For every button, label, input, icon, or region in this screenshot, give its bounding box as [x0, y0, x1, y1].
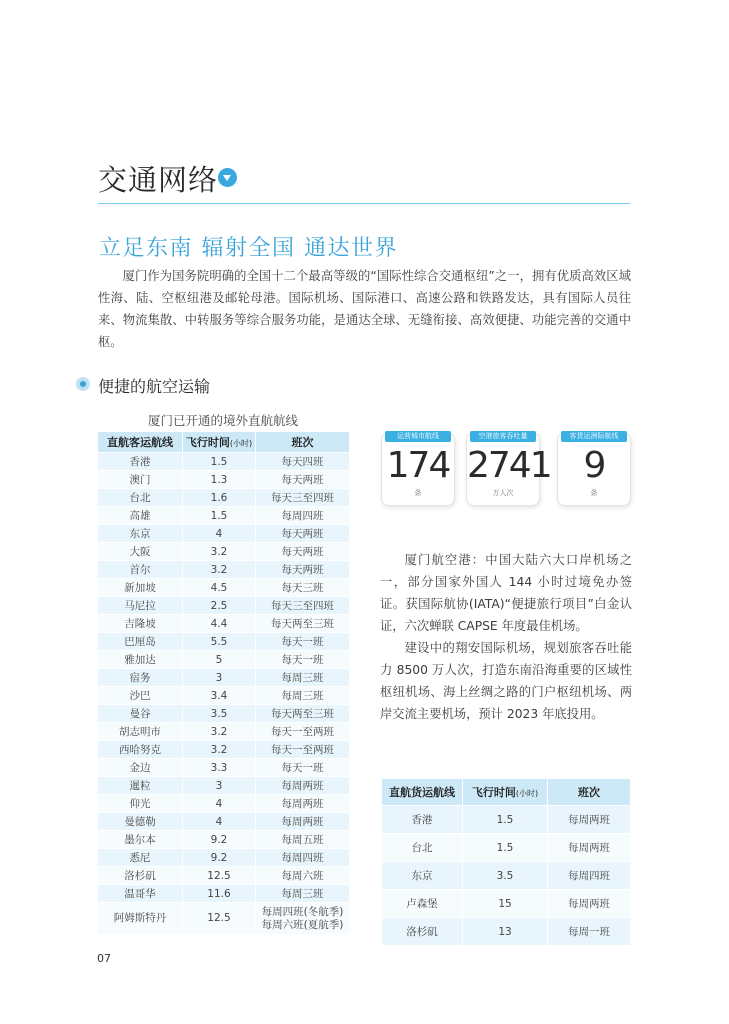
table-row: [98, 579, 349, 596]
route-cell: 吉隆坡: [98, 615, 182, 632]
frequency-cell: 每天一班: [256, 759, 349, 776]
route-cell: 悉尼: [98, 849, 182, 866]
table-header-row: [382, 779, 630, 805]
stat-unit: 万人次: [492, 489, 514, 497]
table-row: [98, 489, 349, 506]
time-cell: 3.2: [183, 561, 255, 578]
frequency-cell: 每天一班: [256, 633, 349, 650]
table-row: [98, 867, 349, 884]
table-row: [98, 795, 349, 812]
table-row: [98, 525, 349, 542]
table-row: [98, 903, 349, 934]
time-cell: 4: [183, 795, 255, 812]
route-cell: 东京: [98, 525, 182, 542]
stat-unit: 条: [590, 489, 598, 497]
time-cell: 13: [463, 918, 547, 945]
section-title: 便捷的航空运输: [98, 377, 211, 396]
table-row: [98, 669, 349, 686]
table-row: [382, 918, 630, 945]
frequency-cell: 每周四班: [256, 849, 349, 866]
table-row: [382, 834, 630, 861]
frequency-cell: 每周两班: [548, 890, 630, 917]
frequency-cell: [256, 903, 349, 934]
frequency-line: 每周四班(冬航季): [261, 905, 344, 918]
stat-value: 9: [583, 445, 605, 486]
time-cell: 3.5: [183, 705, 255, 722]
table-row: [98, 687, 349, 704]
time-cell: 3.4: [183, 687, 255, 704]
header-route: 直航货运航线: [382, 779, 462, 805]
table-row: [98, 759, 349, 776]
table-row: [98, 741, 349, 758]
route-cell: 高雄: [98, 507, 182, 524]
time-cell: 3: [183, 777, 255, 794]
time-cell: 3.3: [183, 759, 255, 776]
table-row: [98, 885, 349, 902]
frequency-cell: 每天两至三班: [256, 705, 349, 722]
frequency-cell: 每天一班: [256, 651, 349, 668]
airport-paragraph-2: 建设中的翔安国际机场，规划旅客吞吐能力 8500 万人次，打造东南沿海重要的区域性枢纽机场、海上丝绸之路的门户枢纽机场、两岸交流主要机场，预计 2023 年底投用。: [380, 641, 632, 721]
route-cell: 阿姆斯特丹: [98, 903, 182, 934]
table-row: [98, 651, 349, 668]
route-cell: 新加坡: [98, 579, 182, 596]
time-cell: 3: [183, 669, 255, 686]
stat-label: 空港旅客吞吐量: [470, 431, 536, 442]
table-row: [98, 507, 349, 524]
stat-label: 客货运洲际航线: [561, 431, 627, 442]
time-cell: 1.5: [463, 806, 547, 833]
table-row: [98, 471, 349, 488]
frequency-cell: 每天三至四班: [256, 489, 349, 506]
time-cell: 1.6: [183, 489, 255, 506]
table-row: [98, 813, 349, 830]
table-row: [382, 862, 630, 889]
time-cell: 1.3: [183, 471, 255, 488]
route-cell: 洛杉矶: [98, 867, 182, 884]
frequency-cell: 每周两班: [548, 806, 630, 833]
route-cell: 西哈努克: [98, 741, 182, 758]
frequency-cell: 每周五班: [256, 831, 349, 848]
route-cell: 台北: [382, 834, 462, 861]
table-row: [98, 453, 349, 470]
frequency-cell: 每周四班: [548, 862, 630, 889]
route-cell: 马尼拉: [98, 597, 182, 614]
time-cell: 1.5: [183, 453, 255, 470]
header-frequency: 班次: [548, 779, 630, 805]
route-cell: 宿务: [98, 669, 182, 686]
route-cell: 香港: [98, 453, 182, 470]
stat-label: 运营城市航线: [385, 431, 451, 442]
stat-card-intercontinental: [557, 432, 631, 506]
page-title: 交通网络: [98, 163, 219, 197]
table-row: [98, 723, 349, 740]
table-header-row: [98, 432, 349, 452]
table-row: [382, 890, 630, 917]
table-row: [98, 597, 349, 614]
table-row: [98, 705, 349, 722]
route-cell: 澳门: [98, 471, 182, 488]
header-frequency: 班次: [256, 432, 349, 452]
route-cell: 洛杉矶: [382, 918, 462, 945]
frequency-cell: 每天两班: [256, 561, 349, 578]
frequency-cell: 每周两班: [256, 795, 349, 812]
time-cell: 1.5: [463, 834, 547, 861]
table-row: [98, 543, 349, 560]
frequency-cell: 每周两班: [256, 813, 349, 830]
frequency-cell: 每周四班: [256, 507, 349, 524]
header-route: 直航客运航线: [98, 432, 182, 452]
stat-unit: 条: [414, 489, 422, 497]
route-cell: 温哥华: [98, 885, 182, 902]
frequency-cell: 每天两班: [256, 543, 349, 560]
route-cell: 巴厘岛: [98, 633, 182, 650]
frequency-cell: 每周一班: [548, 918, 630, 945]
time-cell: 11.6: [183, 885, 255, 902]
route-cell: 曼德勒: [98, 813, 182, 830]
time-cell: 4: [183, 813, 255, 830]
frequency-cell: 每天四班: [256, 453, 349, 470]
route-cell: 墨尔本: [98, 831, 182, 848]
route-cell: 金边: [98, 759, 182, 776]
chevron-down-icon: [218, 168, 237, 187]
frequency-cell: 每周两班: [548, 834, 630, 861]
table-row: [98, 831, 349, 848]
time-cell: 15: [463, 890, 547, 917]
table-row: [98, 615, 349, 632]
table-row: [98, 849, 349, 866]
time-cell: 12.5: [183, 903, 255, 934]
frequency-cell: 每天一至两班: [256, 741, 349, 758]
table-row: [98, 561, 349, 578]
frequency-cell: 每周两班: [256, 777, 349, 794]
route-cell: 卢森堡: [382, 890, 462, 917]
time-cell: 3.5: [463, 862, 547, 889]
frequency-cell: 每周六班: [256, 867, 349, 884]
table-row: [382, 806, 630, 833]
frequency-cell: 每天三至四班: [256, 597, 349, 614]
table-caption: 厦门已开通的境外直航航线: [148, 413, 299, 428]
stat-value: 2741: [467, 445, 551, 486]
frequency-cell: 每天两班: [256, 525, 349, 542]
route-cell: 东京: [382, 862, 462, 889]
header-time: 飞行时间(小时): [463, 779, 547, 805]
airport-paragraph-1: 厦门航空港：中国大陆六大口岸机场之一，部分国家外国人 144 小时过境免办签证。获国际航协(IATA)“便捷旅行项目”白金认证，六次蝉联 CAPSE 年度最佳机场。: [380, 553, 632, 633]
frequency-cell: 每周三班: [256, 687, 349, 704]
frequency-cell: 每天三班: [256, 579, 349, 596]
title-divider: [98, 203, 630, 204]
stat-card-passengers: [466, 432, 551, 506]
frequency-cell: 每天两班: [256, 471, 349, 488]
time-cell: 3.2: [183, 723, 255, 740]
time-cell: 4.4: [183, 615, 255, 632]
passenger-routes-table: [97, 431, 350, 935]
route-cell: 雅加达: [98, 651, 182, 668]
route-cell: 沙巴: [98, 687, 182, 704]
frequency-cell: 每天一至两班: [256, 723, 349, 740]
frequency-cell: 每周三班: [256, 669, 349, 686]
time-cell: 4: [183, 525, 255, 542]
airport-description: [380, 549, 632, 725]
route-cell: 胡志明市: [98, 723, 182, 740]
time-cell: 1.5: [183, 507, 255, 524]
frequency-cell: 每天两至三班: [256, 615, 349, 632]
time-cell: 12.5: [183, 867, 255, 884]
time-cell: 5.5: [183, 633, 255, 650]
page-number: 07: [97, 952, 111, 965]
time-cell: 3.2: [183, 543, 255, 560]
route-cell: 香港: [382, 806, 462, 833]
route-cell: 首尔: [98, 561, 182, 578]
frequency-cell: 每周三班: [256, 885, 349, 902]
route-cell: 大阪: [98, 543, 182, 560]
table-row: [98, 777, 349, 794]
cargo-routes-table: [381, 778, 631, 946]
table-row: [98, 633, 349, 650]
time-cell: 9.2: [183, 831, 255, 848]
frequency-line: 每周六班(夏航季): [261, 918, 344, 931]
route-cell: 台北: [98, 489, 182, 506]
stat-value: 174: [386, 445, 450, 486]
slogan: 立足东南 辐射全国 通达世界: [99, 236, 398, 261]
route-cell: 暹粒: [98, 777, 182, 794]
time-cell: 9.2: [183, 849, 255, 866]
intro-paragraph: 厦门作为国务院明确的全国十二个最高等级的“国际性综合交通枢纽”之一，拥有优质高效区域性海、陆、空枢纽港及邮轮母港。国际机场、国际港口、高速公路和铁路发达，具有国际人员往来、物流集散、中转服务等综合服务功能，是通达全球、无缝衔接、高效便捷、功能完善的交通中枢。: [98, 269, 631, 349]
time-cell: 4.5: [183, 579, 255, 596]
route-cell: 仰光: [98, 795, 182, 812]
route-cell: 曼谷: [98, 705, 182, 722]
bullet-icon: [76, 377, 90, 391]
time-cell: 5: [183, 651, 255, 668]
time-cell: 3.2: [183, 741, 255, 758]
time-cell: 2.5: [183, 597, 255, 614]
header-time: 飞行时间(小时): [183, 432, 255, 452]
stat-card-routes: [381, 432, 455, 506]
